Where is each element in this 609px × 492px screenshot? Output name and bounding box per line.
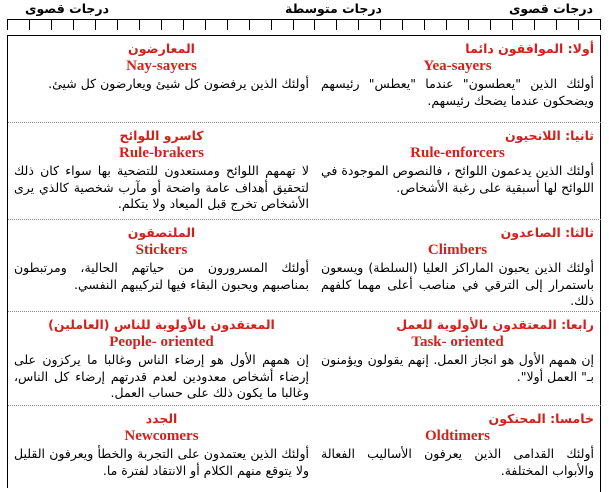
scale-tick <box>490 19 491 30</box>
comparison-table <box>7 35 601 488</box>
english-title: Stickers <box>135 242 188 258</box>
scale-tick <box>556 19 557 30</box>
scale-tick <box>600 19 601 30</box>
scale-tick <box>183 19 184 30</box>
arabic-title: ثالثا: الصاعدون <box>500 225 594 240</box>
cell-nay-sayers <box>8 36 315 122</box>
scale-tick <box>534 19 535 30</box>
cell-people-oriented <box>8 312 315 405</box>
description: أولئك القدامى الذين يعرفون الأساليب الفعالة والأبواب المختلفة. <box>321 446 594 478</box>
scale-tick <box>578 19 579 30</box>
scale-tick <box>468 19 469 30</box>
description: إن همهم الأول هو إرضاء الناس وغالبا ما يركزون على إرضاء أشخاص معدودين لعدم قدرتهم إرضاء كل الناس، وغالبا ما يكون ذلك على حساب العمل. <box>14 352 309 400</box>
scale-tick <box>117 19 118 30</box>
scale-tick <box>205 19 206 30</box>
scale-tick <box>73 19 74 30</box>
english-title: Nay-sayers <box>126 58 197 74</box>
arabic-title: خامسا: المحنكون <box>488 411 594 426</box>
scale-label-middle: درجات متوسطة <box>285 1 382 16</box>
cell-newcomers <box>8 406 315 492</box>
table-row <box>8 406 601 492</box>
cell-climbers <box>315 220 601 311</box>
description: أولئك الذين يرفضون كل شيئ ويعارضون كل شيئ. <box>48 76 309 91</box>
scale-tick <box>7 19 8 30</box>
description: أولئك الذين "يعطسون" عندما "يعطس" رئيسهم ويضحكون عندما يضحك رئيسهم. <box>321 76 594 108</box>
scale-tick <box>380 19 381 30</box>
scale-tick <box>227 19 228 30</box>
scale-tick <box>51 19 52 30</box>
english-title: Oldtimers <box>425 428 490 444</box>
cell-rule-brakers <box>8 123 315 219</box>
description: أولئك الذين يعتمدون على التجربة والخطأ ويعرفون القليل ولا يتوقع منهم الكلام أو الانتقاد لفترة ما. <box>14 446 309 478</box>
scale-tick <box>446 19 447 30</box>
arabic-title: كاسرو اللوائح <box>119 128 204 143</box>
rating-scale <box>0 0 609 36</box>
english-title: Climbers <box>427 242 488 258</box>
scale-tick <box>29 19 30 30</box>
cell-yea-sayers <box>315 36 601 122</box>
arabic-title: رابعا: المعتقدون بالأولوية للعمل <box>396 317 594 332</box>
table-row <box>8 36 601 123</box>
scale-tick <box>314 19 315 30</box>
scale-tick <box>293 19 294 30</box>
description: إن همهم الأول هو انجاز العمل. إنهم يقولون ويؤمنون بـ" العمل أولا". <box>321 352 594 384</box>
cell-oldtimers <box>315 406 601 492</box>
cell-task-oriented <box>315 312 601 405</box>
scale-tick <box>161 19 162 30</box>
arabic-title: المعارضون <box>128 41 195 56</box>
english-title: Newcomers <box>124 428 199 444</box>
table-row <box>8 220 601 312</box>
description: أولئك الذين يدعمون اللوائح ، فالنصوص الموجودة في اللوائح لها أسبقية على رغبة الأشخاص. <box>320 163 594 195</box>
english-title: People- oriented <box>109 334 214 350</box>
table-row <box>8 312 601 406</box>
description: أولئك المسرورون من حياتهم الحالية، ومرتبطون بمناصبهم ويحبون البقاء فيها لتركيبهم النفسي. <box>14 260 309 292</box>
description: أولئك الذين يحبون الماراكز العليا (السلطة) ويسعون باستمرار إلى الترقي في مناصب أعلى مهما كلفهم ذلك. <box>321 260 594 308</box>
arabic-title: الملتصقون <box>127 225 196 240</box>
scale-tick <box>402 19 403 30</box>
arabic-title: المعتقدون بالأولوية للناس (العاملين) <box>48 317 275 332</box>
arabic-title: الجدد <box>145 411 178 426</box>
scale-tick <box>358 19 359 30</box>
cell-rule-enforcers <box>315 123 601 219</box>
scale-tick <box>512 19 513 30</box>
english-title: Task- oriented <box>411 334 504 350</box>
scale-label-extreme-right: درجات قصوى <box>508 1 593 16</box>
scale-tick <box>139 19 140 30</box>
scale-tick <box>424 19 425 30</box>
scale-tick <box>336 19 337 30</box>
english-title: Rule-enforcers <box>410 145 505 161</box>
table-row <box>8 123 601 220</box>
scale-label-extreme-left: درجات قصوى <box>25 1 110 16</box>
scale-tick <box>249 19 250 30</box>
english-title: Rule-brakers <box>119 145 204 161</box>
scale-tick <box>95 19 96 30</box>
arabic-title: أولا: الموافقون دائما <box>465 41 594 56</box>
arabic-title: ثانيا: اللانحيون <box>504 128 594 143</box>
description: لا تهمهم اللوائح ومستعدون للتضحية بها سواء كان ذلك لتحقيق أهداف عامة واضحة أو مآرب شخصية كالذي يرى الأشخاص تخرج قبل الميعاد ولا يتكلم. <box>14 163 309 211</box>
cell-stickers <box>8 220 315 311</box>
english-title: Yea-sayers <box>423 58 492 74</box>
scale-tick <box>271 19 272 30</box>
